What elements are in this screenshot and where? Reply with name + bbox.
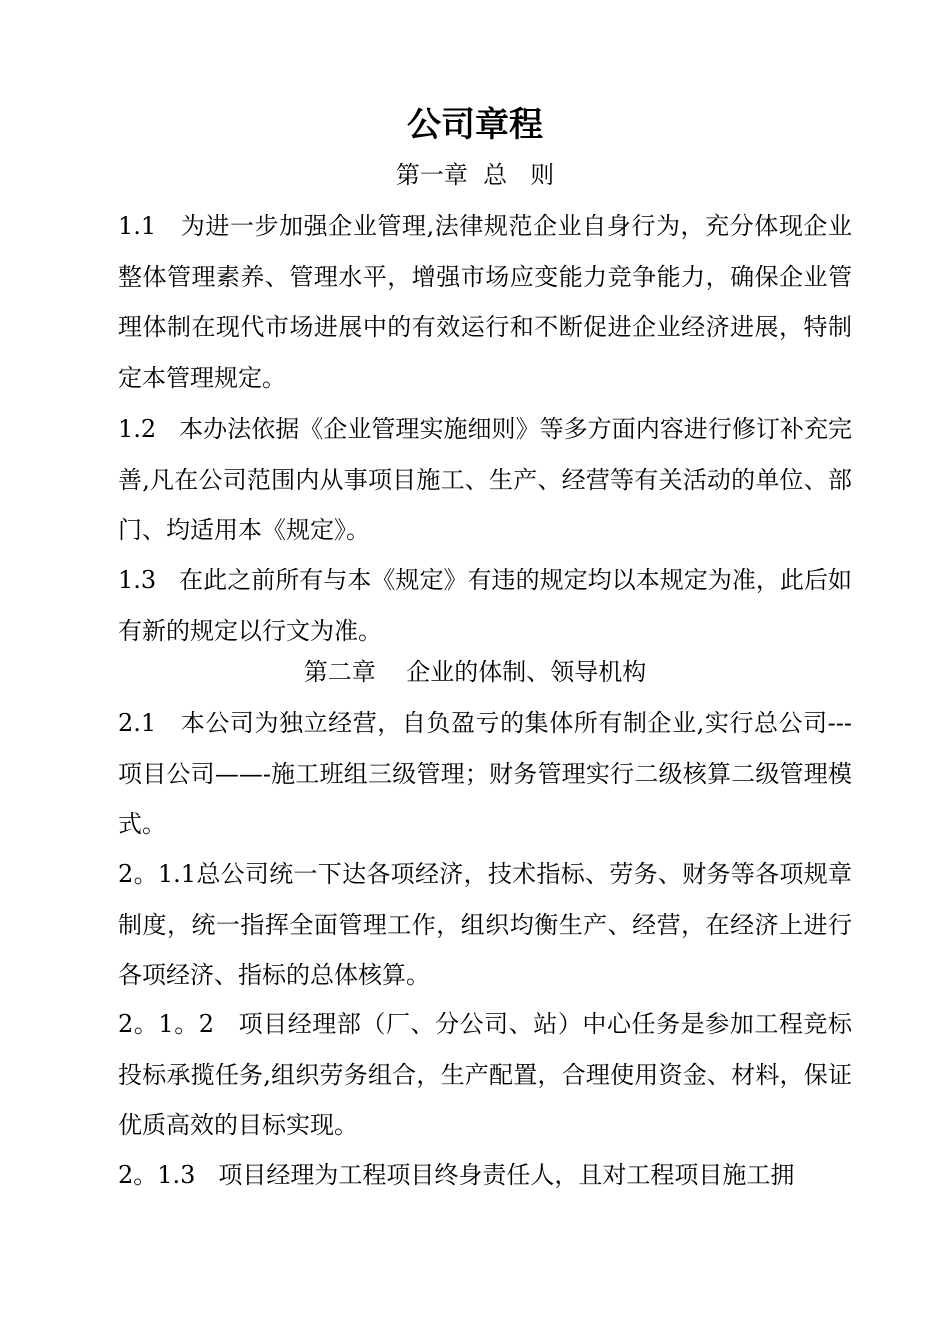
clause-2-1-1: 2。1.1总公司统一下达各项经济，技术指标、劳务、财务等各项规章制度，统一指挥全面管理工作，组织均衡生产、经营，在经济上进行各项经济、指标的总体核算。 bbox=[118, 860, 852, 989]
clause-1-1: 1.1 为进一步加强企业管理,法律规范企业自身行为，充分体现企业整体管理素养、管理水平，增强市场应变能力竞争能力，确保企业管理体制在现代市场进展中的有效运行和不断促进企业经济进展，特制定本管理规定。 bbox=[118, 212, 852, 392]
document-title: 公司章程 bbox=[407, 105, 543, 145]
chapter-2-heading: 第二章 企业的体制、领导机构 bbox=[303, 658, 647, 686]
chapter-1-heading: 第一章 总 则 bbox=[395, 161, 555, 189]
clause-2-1-3: 2。1.3 项目经理为工程项目终身责任人，且对工程项目施工拥 bbox=[118, 1161, 795, 1189]
clause-1-2: 1.2 本办法依据《企业管理实施细则》等多方面内容进行修订补充完善,凡在公司范围内从事项目施工、生产、经营等有关活动的单位、部门、均适用本《规定》。 bbox=[118, 415, 852, 544]
clause-2-1: 2.1 本公司为独立经营，自负盈亏的集体所有制企业,实行总公司---项目公司——-施工班组三级管理；财务管理实行二级核算二级管理模式。 bbox=[118, 709, 852, 838]
clause-2-1-2: 2。1。2 项目经理部（厂、分公司、站）中心任务是参加工程竞标投标承揽任务,组织劳务组合，生产配置，合理使用资金、材料，保证优质高效的目标实现。 bbox=[118, 1010, 852, 1139]
clause-1-3: 1.3 在此之前所有与本《规定》有违的规定均以本规定为准，此后如有新的规定以行文为准。 bbox=[118, 566, 852, 645]
